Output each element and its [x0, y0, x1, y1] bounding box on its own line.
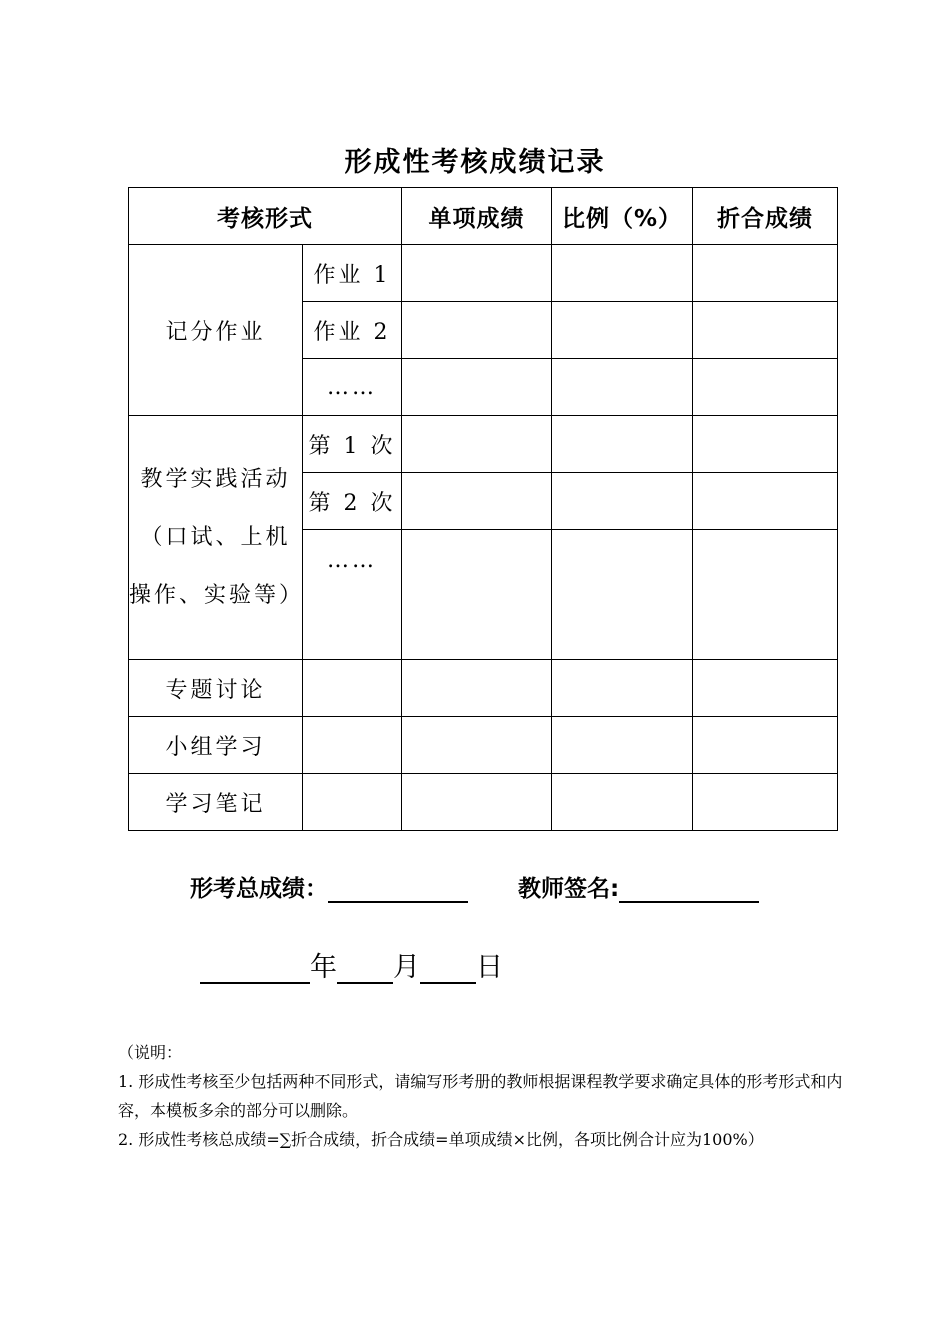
item-cell[interactable] — [303, 717, 402, 774]
item-label: 作业 2 — [303, 302, 402, 359]
table-row — [129, 717, 838, 774]
single-score-cell[interactable] — [402, 717, 552, 774]
table-row — [129, 660, 838, 717]
notes-item-1: 1. 形成性考核至少包括两种不同形式，请编写形考册的教师根据课程教学要求确定具体的形考形式和内容，本模板多余的部分可以删除。 — [118, 1072, 843, 1120]
header-single-score: 单项成绩 — [402, 188, 552, 245]
ratio-cell[interactable] — [552, 530, 693, 660]
header-form: 考核形式 — [129, 188, 402, 245]
single-score-cell[interactable] — [402, 530, 552, 660]
ratio-cell[interactable] — [552, 359, 693, 416]
header-converted-score: 折合成绩 — [693, 188, 838, 245]
total-score-blank[interactable] — [328, 875, 468, 903]
header-ratio: 比例（%） — [552, 188, 693, 245]
summary-line — [190, 870, 759, 903]
month-blank[interactable] — [337, 956, 393, 984]
group-label-homework: 记分作业 — [129, 245, 303, 416]
teacher-signature-label: 教师签名: — [518, 876, 620, 902]
converted-score-cell[interactable] — [693, 530, 838, 660]
group-label-practice: 教学实践活动（口试、上机操作、实验等） — [129, 416, 303, 660]
notes-section — [118, 1038, 853, 1154]
ratio-cell[interactable] — [552, 416, 693, 473]
converted-score-cell[interactable] — [693, 245, 838, 302]
table-header-row — [129, 188, 838, 245]
ratio-cell[interactable] — [552, 774, 693, 831]
single-score-cell[interactable] — [402, 774, 552, 831]
converted-score-cell[interactable] — [693, 660, 838, 717]
ratio-cell[interactable] — [552, 245, 693, 302]
date-line — [200, 945, 503, 984]
item-cell[interactable] — [303, 774, 402, 831]
table-row — [129, 416, 838, 473]
converted-score-cell[interactable] — [693, 717, 838, 774]
ratio-cell[interactable] — [552, 660, 693, 717]
day-label: 日 — [476, 952, 503, 983]
teacher-signature-blank[interactable] — [619, 875, 759, 903]
converted-score-cell[interactable] — [693, 302, 838, 359]
score-record-table — [128, 187, 838, 831]
month-label: 月 — [393, 952, 420, 983]
table-row — [129, 774, 838, 831]
single-score-cell[interactable] — [402, 245, 552, 302]
item-cell[interactable] — [303, 660, 402, 717]
table-row — [129, 245, 838, 302]
single-score-cell[interactable] — [402, 359, 552, 416]
row-label-study-notes: 学习笔记 — [129, 774, 303, 831]
converted-score-cell[interactable] — [693, 774, 838, 831]
converted-score-cell[interactable] — [693, 359, 838, 416]
converted-score-cell[interactable] — [693, 473, 838, 530]
notes-item-2: 2. 形成性考核总成绩=∑折合成绩，折合成绩=单项成绩×比例，各项比例合计应为100%） — [118, 1130, 764, 1149]
year-label: 年 — [310, 952, 337, 983]
single-score-cell[interactable] — [402, 660, 552, 717]
row-label-topic-discussion: 专题讨论 — [129, 660, 303, 717]
item-label: 第 1 次 — [303, 416, 402, 473]
ratio-cell[interactable] — [552, 473, 693, 530]
notes-heading: （说明： — [118, 1043, 183, 1062]
total-score-label: 形考总成绩： — [190, 876, 328, 902]
single-score-cell[interactable] — [402, 416, 552, 473]
item-label: 作业 1 — [303, 245, 402, 302]
item-label: …… — [303, 359, 402, 416]
item-label: 第 2 次 — [303, 473, 402, 530]
row-label-group-study: 小组学习 — [129, 717, 303, 774]
item-label: …… — [303, 530, 402, 660]
page-title: 形成性考核成绩记录 — [344, 147, 606, 178]
single-score-cell[interactable] — [402, 302, 552, 359]
converted-score-cell[interactable] — [693, 416, 838, 473]
single-score-cell[interactable] — [402, 473, 552, 530]
day-blank[interactable] — [420, 956, 476, 984]
year-blank[interactable] — [200, 956, 310, 984]
ratio-cell[interactable] — [552, 717, 693, 774]
ratio-cell[interactable] — [552, 302, 693, 359]
